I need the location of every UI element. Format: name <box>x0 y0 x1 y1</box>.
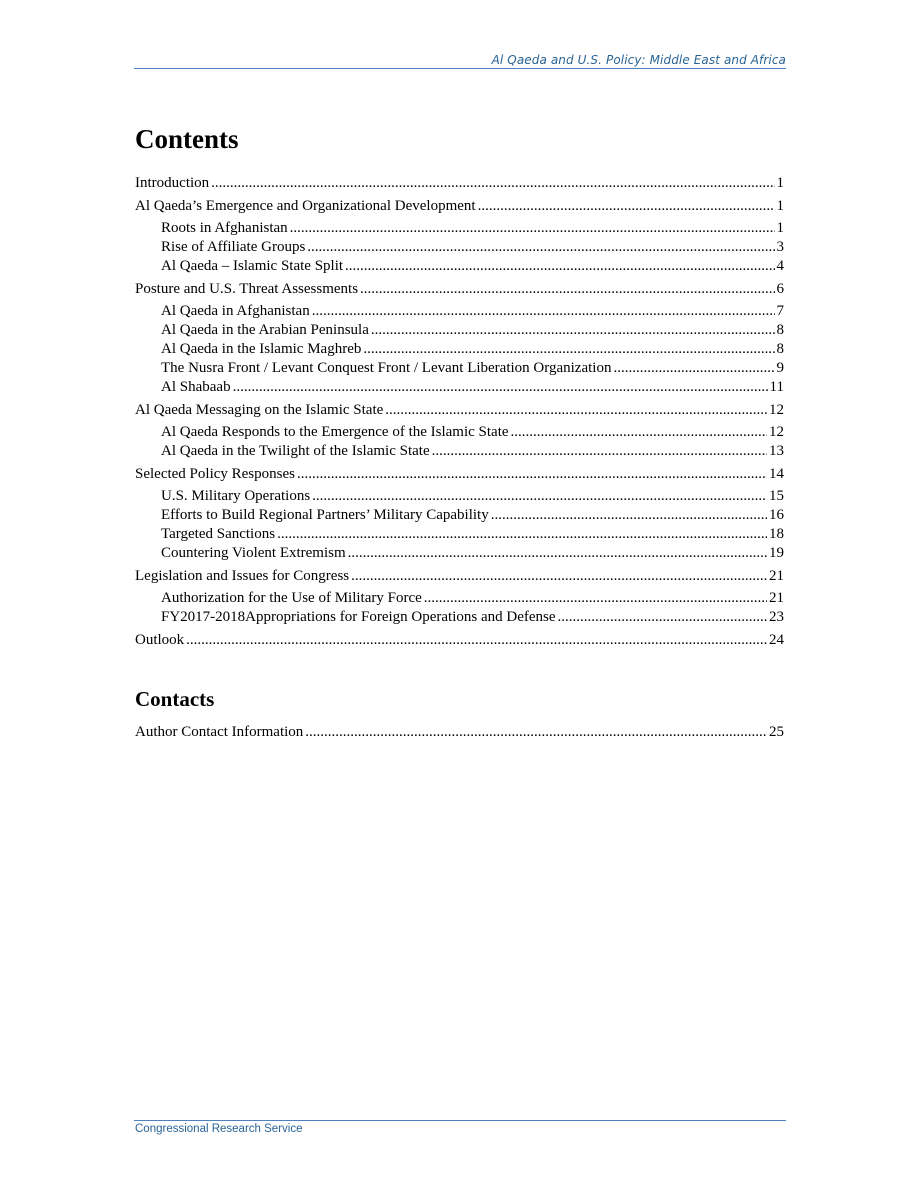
dot-leader <box>307 238 774 257</box>
dot-leader <box>385 401 767 420</box>
toc-entry-page-number[interactable]: 1 <box>776 220 784 236</box>
toc-entry[interactable] <box>135 608 784 627</box>
dot-leader <box>558 608 767 627</box>
toc-entry[interactable] <box>135 219 784 238</box>
toc-entry-page-number[interactable]: 6 <box>776 280 784 297</box>
toc-entry[interactable] <box>135 544 784 563</box>
toc-entry-page-number[interactable]: 14 <box>769 465 784 482</box>
dot-leader <box>363 340 774 359</box>
toc-entry-label[interactable]: U.S. Military Operations <box>161 488 311 504</box>
toc-entry-page-number[interactable]: 21 <box>769 567 784 584</box>
toc-entry[interactable] <box>135 340 784 359</box>
toc-entry[interactable] <box>135 465 784 484</box>
toc-entry[interactable] <box>135 197 784 216</box>
toc-entry-label[interactable]: Al Qaeda in Afghanistan <box>161 303 310 319</box>
toc-entry[interactable] <box>135 525 784 544</box>
toc-entry[interactable] <box>135 321 784 340</box>
dot-leader <box>297 465 767 484</box>
toc-entry-label[interactable]: Al Qaeda in the Arabian Peninsula <box>161 322 369 338</box>
toc-entry-page-number[interactable]: 4 <box>776 258 784 274</box>
toc-entry-page-number[interactable]: 11 <box>769 379 784 395</box>
toc-entry-label[interactable]: FY2017-2018Appropriations for Foreign Operations and Defense <box>161 609 556 625</box>
toc-entry-label[interactable]: Introduction <box>135 175 210 191</box>
toc-entry-label[interactable]: Efforts to Build Regional Partners’ Military Capability <box>161 507 489 523</box>
toc-entry-label[interactable]: Al Qaeda Messaging on the Islamic State <box>135 401 384 418</box>
dot-leader <box>432 442 767 461</box>
toc-entry-page-number[interactable]: 16 <box>769 507 784 523</box>
toc-entry-page-number[interactable]: 7 <box>776 303 784 319</box>
toc-entry-page-number[interactable]: 12 <box>769 401 784 418</box>
toc-entry[interactable] <box>135 302 784 321</box>
footer-rule <box>134 1120 786 1121</box>
dot-leader <box>305 723 767 742</box>
toc-entry-label[interactable]: The Nusra Front / Levant Conquest Front / Levant Liberation Organization <box>161 360 612 376</box>
toc-entry-label[interactable]: Al Qaeda’s Emergence and Organizational Development <box>135 197 476 214</box>
toc-entry[interactable] <box>135 238 784 257</box>
toc-entry[interactable] <box>135 401 784 420</box>
dot-leader <box>511 423 767 442</box>
dot-leader <box>312 302 775 321</box>
toc-entry[interactable] <box>135 487 784 506</box>
header-rule <box>134 68 786 69</box>
toc-entry[interactable] <box>135 359 784 378</box>
contacts-title: Contacts <box>135 687 215 711</box>
dot-leader <box>360 280 774 299</box>
toc-entry-label[interactable]: Al Qaeda in the Twilight of the Islamic State <box>161 443 430 459</box>
toc-entry-label[interactable]: Al Qaeda – Islamic State Split <box>161 258 344 274</box>
toc-entry-page-number[interactable]: 1 <box>776 175 784 191</box>
toc-entry[interactable] <box>135 723 784 742</box>
toc-entry-label[interactable]: Author Contact Information <box>135 724 304 740</box>
dot-leader <box>371 321 775 340</box>
toc-entry-label[interactable]: Al Qaeda Responds to the Emergence of the Islamic State <box>161 424 509 440</box>
dot-leader <box>290 219 775 238</box>
toc-entry[interactable] <box>135 257 784 276</box>
dot-leader <box>312 487 767 506</box>
toc-entry[interactable] <box>135 423 784 442</box>
toc-entry[interactable] <box>135 567 784 586</box>
table-of-contents <box>135 174 784 650</box>
toc-entry[interactable] <box>135 589 784 608</box>
toc-entry[interactable] <box>135 506 784 525</box>
toc-entry-page-number[interactable]: 8 <box>776 341 784 357</box>
running-header: Al Qaeda and U.S. Policy: Middle East and Africa <box>491 53 786 67</box>
toc-entry-label[interactable]: Authorization for the Use of Military Force <box>161 590 422 606</box>
toc-entry-page-number[interactable]: 19 <box>769 545 784 561</box>
toc-entry-label[interactable]: Countering Violent Extremism <box>161 545 346 561</box>
toc-entry-label[interactable]: Legislation and Issues for Congress <box>135 567 350 584</box>
dot-leader <box>277 525 767 544</box>
dot-leader <box>345 257 774 276</box>
toc-entry-label[interactable]: Al Qaeda in the Islamic Maghreb <box>161 341 362 357</box>
toc-entry[interactable] <box>135 442 784 461</box>
toc-entry-page-number[interactable]: 3 <box>776 239 784 255</box>
dot-leader <box>478 197 775 216</box>
dot-leader <box>491 506 767 525</box>
footer-text: Congressional Research Service <box>135 1123 303 1135</box>
dot-leader <box>348 544 767 563</box>
toc-entry-page-number[interactable]: 1 <box>776 197 784 214</box>
dot-leader <box>186 631 767 650</box>
toc-entry-page-number[interactable]: 25 <box>769 724 784 740</box>
toc-entry-page-number[interactable]: 18 <box>769 526 784 542</box>
toc-entry-page-number[interactable]: 24 <box>769 631 784 648</box>
toc-entry-label[interactable]: Targeted Sanctions <box>161 526 276 542</box>
toc-entry-label[interactable]: Rise of Affiliate Groups <box>161 239 306 255</box>
toc-entry[interactable] <box>135 631 784 650</box>
toc-entry-label[interactable]: Roots in Afghanistan <box>161 220 288 236</box>
toc-entry-page-number[interactable]: 9 <box>776 360 784 376</box>
toc-entry[interactable] <box>135 378 784 397</box>
contents-title: Contents <box>135 124 239 154</box>
dot-leader <box>233 378 768 397</box>
dot-leader <box>351 567 767 586</box>
toc-entry-page-number[interactable]: 12 <box>769 424 784 440</box>
toc-entry-label[interactable]: Posture and U.S. Threat Assessments <box>135 280 359 297</box>
toc-entry-page-number[interactable]: 15 <box>769 488 784 504</box>
dot-leader <box>424 589 767 608</box>
toc-entry[interactable] <box>135 174 784 193</box>
toc-entry-label[interactable]: Outlook <box>135 631 185 648</box>
toc-entry-page-number[interactable]: 23 <box>769 609 784 625</box>
toc-entry-label[interactable]: Selected Policy Responses <box>135 465 295 482</box>
toc-entry-page-number[interactable]: 8 <box>776 322 784 338</box>
contacts-list <box>135 723 784 742</box>
toc-entry[interactable] <box>135 280 784 299</box>
toc-entry-page-number[interactable]: 13 <box>769 443 784 459</box>
toc-entry-label[interactable]: Al Shabaab <box>161 379 231 395</box>
dot-leader <box>211 174 774 193</box>
dot-leader <box>613 359 774 378</box>
toc-entry-page-number[interactable]: 21 <box>769 590 784 606</box>
